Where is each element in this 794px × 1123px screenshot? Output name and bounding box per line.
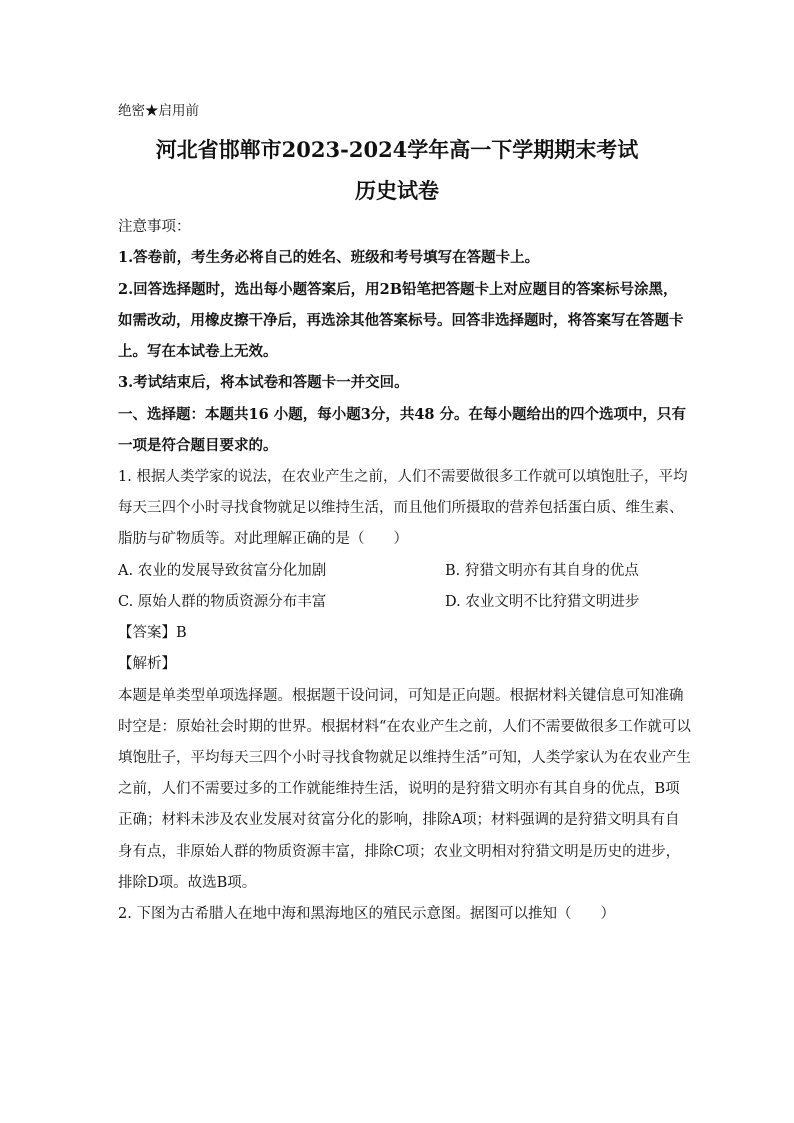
section-heading: 一项是符合题目要求的。 [118, 437, 278, 454]
question-1-analysis: 身有点，非原始人群的物质资源丰富，排除C项；农业文明相对狩猎文明是历史的进步， [118, 844, 681, 860]
secret-mark: 绝密★启用前 [118, 103, 199, 119]
question-1-stem: 每天三四个小时寻找食物就足以维持生活，而且他们所摄取的营养包括蛋白质、维生素、 [118, 500, 684, 516]
exam-subtitle: 历史试卷 [355, 178, 439, 203]
question-1-stem: 1. 根据人类学家的说法，在农业产生之前，人们不需要做很多工作就可以填饱肚子，平均 [118, 469, 688, 485]
section-heading: 一、选择题：本题共16 小题，每小题3分，共48 分。在每小题给出的四个选项中，只有 [118, 406, 687, 423]
question-1-analysis-label: 【解析】 [118, 656, 176, 672]
question-1-analysis: 正确；材料未涉及农业发展对贫富分化的影响，排除A项；材料强调的是狩猎文明具有自 [118, 812, 680, 828]
notes-line: 上。写在本试卷上无效。 [118, 343, 278, 360]
question-1-analysis: 填饱肚子，平均每天三四个小时寻找食物就足以维持生活”可知，人类学家认为在农业产生 [118, 750, 691, 766]
question-1-option-c: C. 原始人群的物质资源分布丰富 [118, 594, 327, 610]
notes-line: 如需改动，用橡皮擦干净后，再选涂其他答案标号。回答非选择题时，将答案写在答题卡 [118, 312, 684, 329]
question-1-option-a: A. 农业的发展导致贫富分化加剧 [118, 563, 327, 579]
notes-line: 1.答卷前，考生务必将自己的姓名、班级和考号填写在答题卡上。 [118, 249, 540, 266]
question-1-analysis: 之前，人们不需要过多的工作就能维持生活，说明的是狩猎文明亦有其自身的优点，B项 [118, 781, 680, 797]
question-1-analysis: 本题是单类型单项选择题。根据题干设问词，可知是正向题。根据材料关键信息可知准确 [118, 688, 684, 704]
question-1-stem: 脂肪与矿物质等。对此理解正确的是（ ） [118, 531, 408, 547]
notes-line: 2.回答选择题时，选出每小题答案后，用2B铅笔把答题卡上对应题目的答案标号涂黑， [118, 281, 678, 298]
notes-line: 3.考试结束后，将本试卷和答题卡一并交回。 [118, 374, 409, 391]
question-1-answer: 【答案】B [118, 625, 187, 641]
question-1-analysis: 排除D项。故选B项。 [118, 875, 257, 891]
question-1-option-b: B. 狩猎文明亦有其自身的优点 [445, 563, 639, 579]
exam-title: 河北省邯郸市2023-2024学年高一下学期期末考试 [155, 137, 639, 162]
question-1-option-d: D. 农业文明不比狩猎文明进步 [445, 594, 640, 610]
question-2-stem: 2. 下图为古希腊人在地中海和黑海地区的殖民示意图。据图可以推知（ ） [118, 906, 615, 922]
notes-heading: 注意事项： [118, 219, 191, 235]
question-1-analysis: 时空是：原始社会时期的世界。根据材料“在农业产生之前，人们不需要做很多工作就可以 [118, 719, 691, 735]
